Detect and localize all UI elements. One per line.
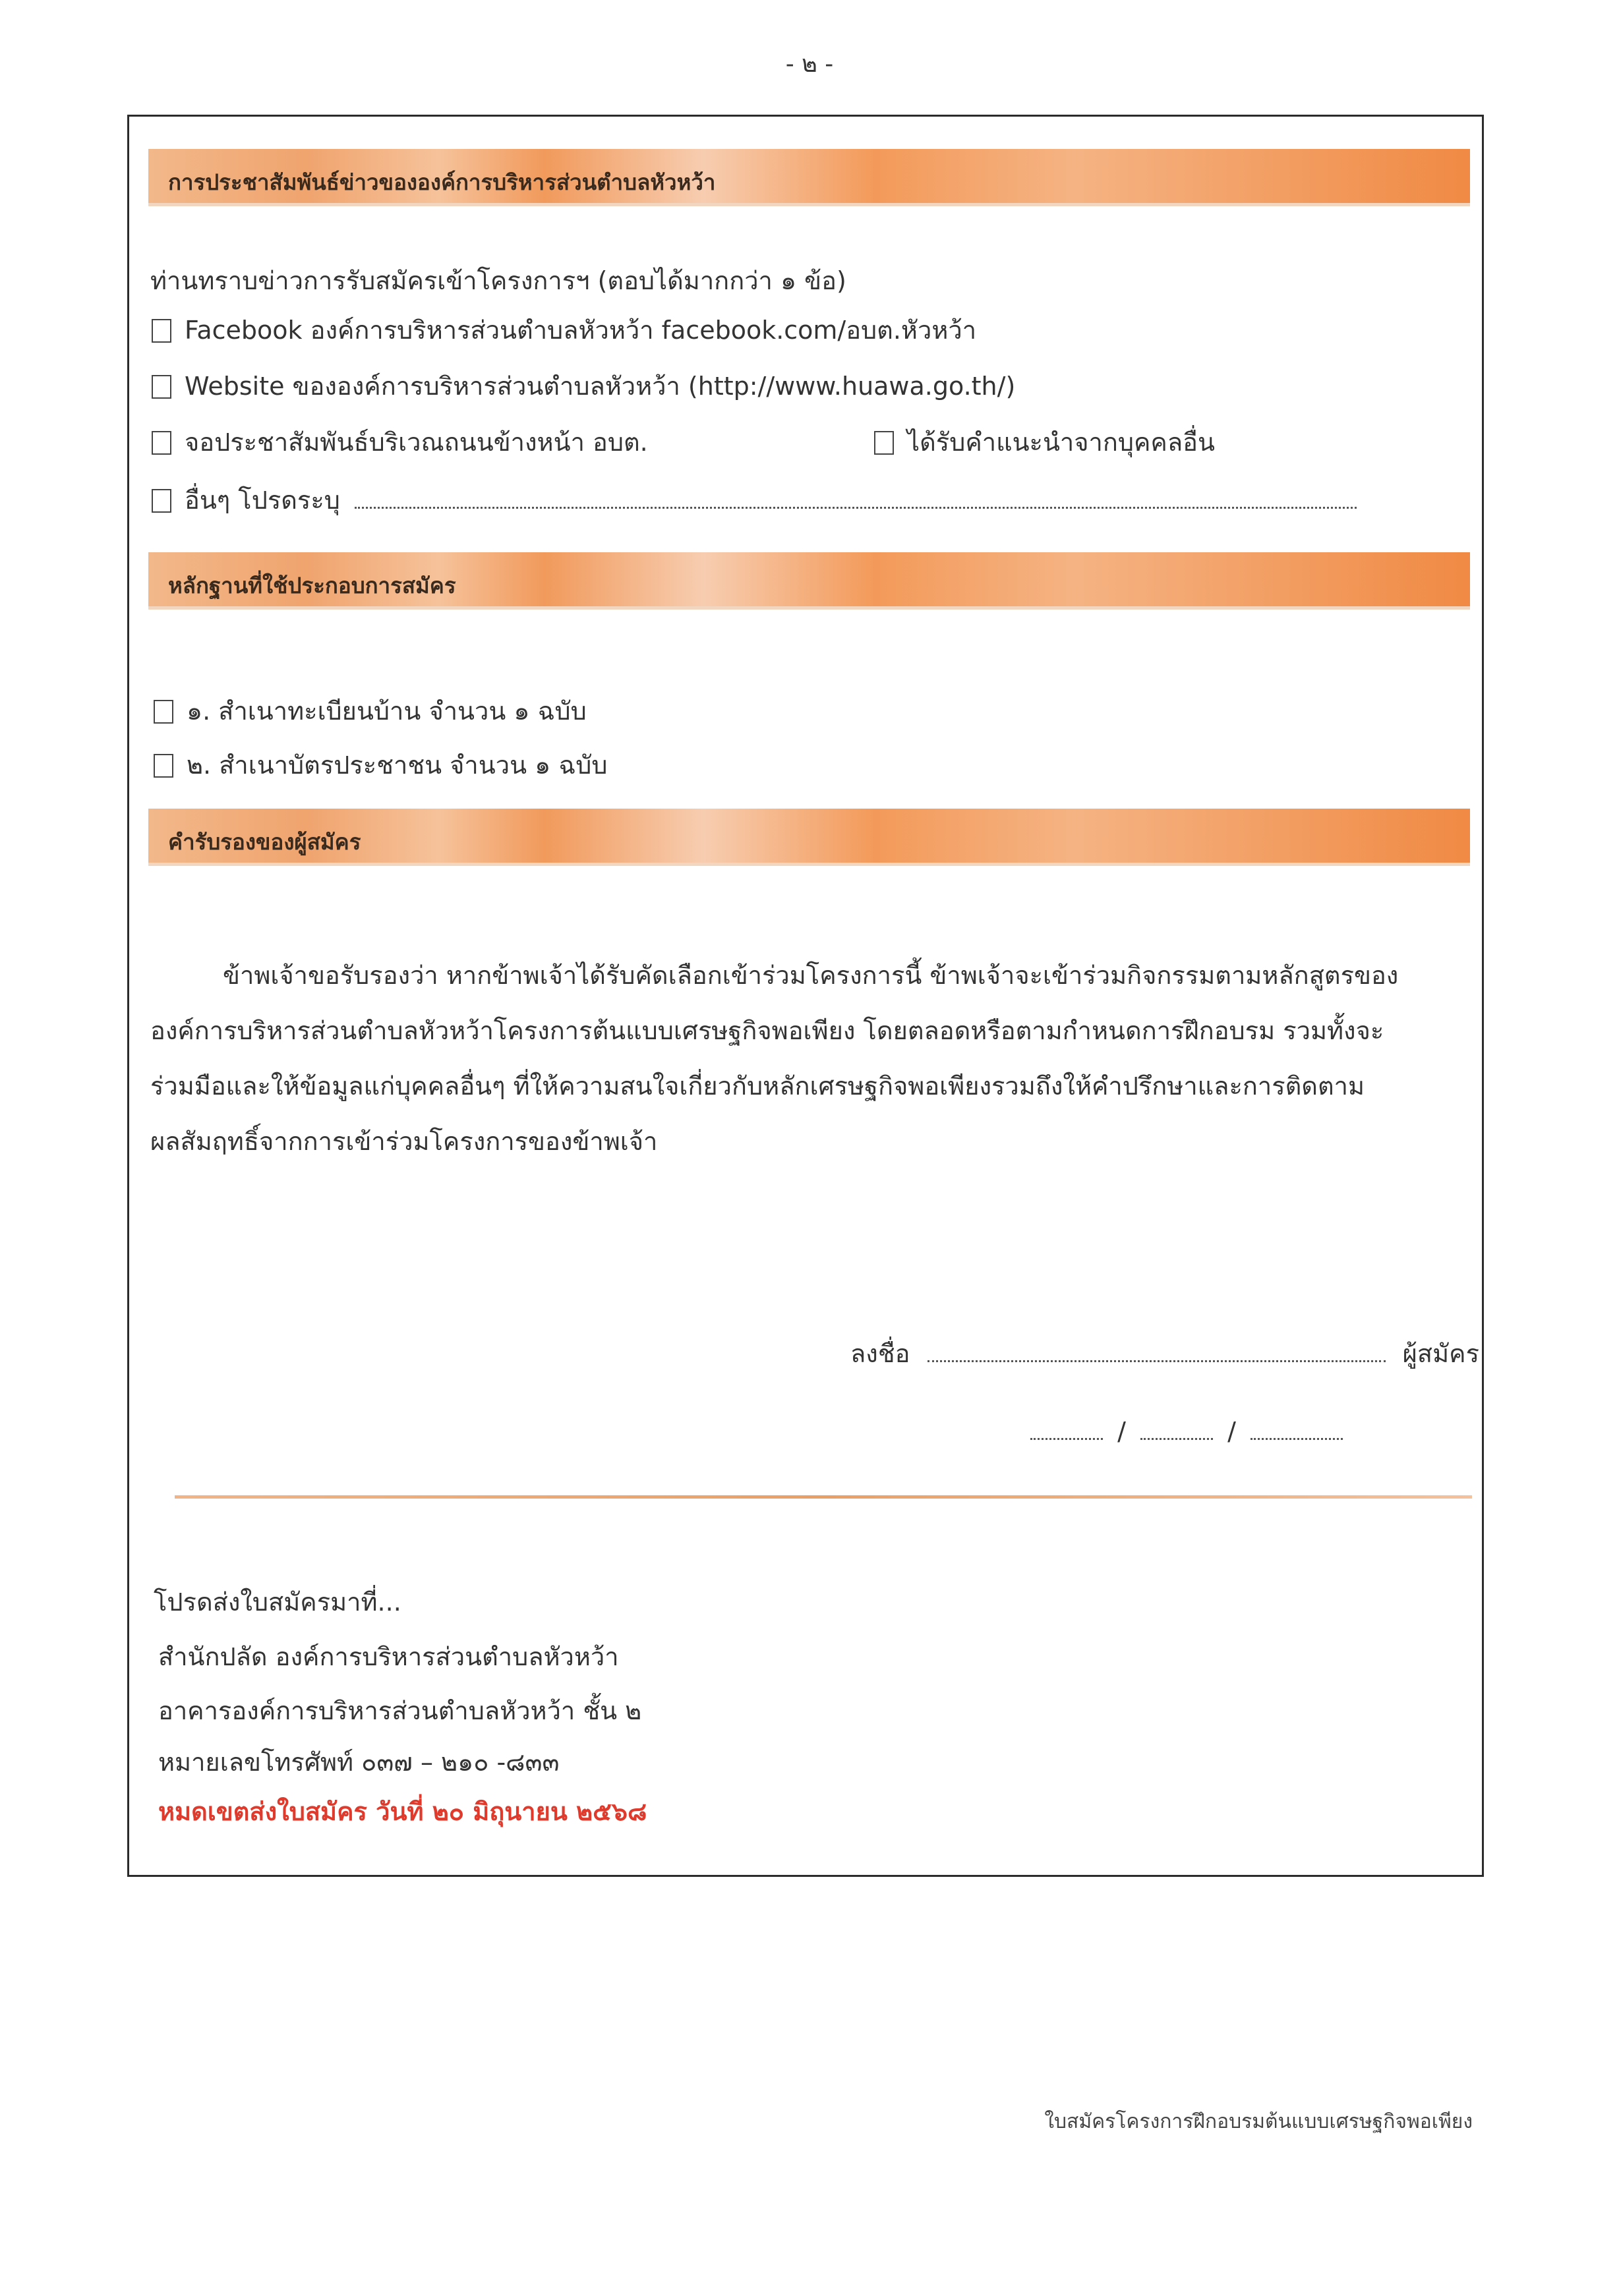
- paragraph-line: ร่วมมือและให้ข้อมูลแก่บุคคลอื่นๆ ที่ให้ความสนใจเกี่ยวกับหลักเศรษฐกิจพอเพียงรวมถึงให้คำปรึกษาและการติดตาม: [150, 1072, 1365, 1101]
- option-facebook[interactable]: [152, 310, 976, 350]
- footer-form-title: ใบสมัครโครงการฝึกอบรมต้นแบบเศรษฐกิจพอเพียง: [1044, 2110, 1473, 2133]
- paragraph-line: ข้าพเจ้าขอรับรองว่า หากข้าพเจ้าได้รับคัดเลือกเข้าร่วมโครงการนี้ ข้าพเจ้าจะเข้าร่วมกิจกรรมตามหลักสูตรของ: [223, 961, 1399, 990]
- date-separator: /: [1227, 1417, 1236, 1446]
- section-title: คำรับรองของผู้สมัคร: [168, 829, 361, 855]
- option-label: อื่นๆ โปรดระบุ: [185, 486, 340, 515]
- signature-line: [850, 1333, 1479, 1373]
- submission-line: โปรดส่งใบสมัครมาที่...: [154, 1588, 401, 1617]
- document-item-house-registration[interactable]: [154, 691, 587, 731]
- option-label: Website ขององค์การบริหารส่วนตำบลหัวหว้า (http://www.huawa.go.th/): [185, 372, 1016, 401]
- option-label: จอประชาสัมพันธ์บริเวณถนนข้างหน้า อบต.: [185, 428, 648, 457]
- publicity-question: ท่านทราบข่าวการรับสมัครเข้าโครงการฯ (ตอบได้มากกว่า ๑ ข้อ): [150, 266, 846, 295]
- checkbox[interactable]: [154, 754, 173, 778]
- option-label: ได้รับคำแนะนำจากบุคคลอื่น: [907, 428, 1215, 457]
- sign-label: ลงชื่อ: [850, 1339, 910, 1368]
- submission-line: หมายเลขโทรศัพท์ ๐๓๗ – ๒๑๐ -๘๓๓: [158, 1748, 560, 1777]
- paragraph-line: ผลสัมฤทธิ์จากการเข้าร่วมโครงการของข้าพเจ้า: [150, 1127, 658, 1156]
- certification-paragraph: [150, 948, 1475, 1169]
- section-header-publicity: [148, 149, 1470, 203]
- checkbox[interactable]: [154, 700, 173, 724]
- checkbox[interactable]: [152, 431, 171, 455]
- option-label: Facebook องค์การบริหารส่วนตำบลหัวหว้า facebook.com/อบต.หัวหว้า: [185, 316, 977, 345]
- date-line: [1030, 1417, 1343, 1446]
- checkbox[interactable]: [874, 431, 894, 455]
- paragraph-line: องค์การบริหารส่วนตำบลหัวหว้าโครงการต้นแบบเศรษฐกิจพอเพียง โดยตลอดหรือตามกำหนดการฝึกอบรม รวมทั้งจะ: [150, 1016, 1384, 1045]
- section-header-documents: [148, 552, 1470, 606]
- signature-field[interactable]: [927, 1348, 1386, 1362]
- date-month-field[interactable]: [1140, 1426, 1213, 1440]
- date-day-field[interactable]: [1030, 1426, 1103, 1440]
- checkbox[interactable]: [152, 375, 171, 399]
- document-item-id-card[interactable]: [154, 745, 607, 785]
- section-title: การประชาสัมพันธ์ข่าวขององค์การบริหารส่วนตำบลหัวหว้า: [168, 169, 716, 195]
- document-label: ๒. สำเนาบัตรประชาชน จำนวน ๑ ฉบับ: [187, 751, 608, 780]
- deadline-notice: หมดเขตส่งใบสมัคร วันที่ ๒๐ มิถุนายน ๒๕๖๘: [158, 1797, 647, 1826]
- applicant-label: ผู้สมัคร: [1402, 1339, 1479, 1368]
- divider: [175, 1495, 1472, 1499]
- option-website[interactable]: [152, 366, 1015, 406]
- option-other[interactable]: [152, 480, 1357, 520]
- document-label: ๑. สำเนาทะเบียนบ้าน จำนวน ๑ ฉบับ: [187, 697, 587, 726]
- other-specify-field[interactable]: [355, 495, 1357, 509]
- section-header-certification: [148, 809, 1470, 863]
- checkbox[interactable]: [152, 489, 171, 513]
- checkbox[interactable]: [152, 319, 171, 343]
- date-year-field[interactable]: [1251, 1426, 1343, 1440]
- submission-line: สำนักปลัด องค์การบริหารส่วนตำบลหัวหว้า: [158, 1642, 619, 1671]
- section-title: หลักฐานที่ใช้ประกอบการสมัคร: [168, 573, 456, 598]
- option-referral[interactable]: [874, 422, 1215, 462]
- option-billboard[interactable]: [152, 422, 648, 462]
- date-separator: /: [1117, 1417, 1126, 1446]
- submission-line: อาคารองค์การบริหารส่วนตำบลหัวหว้า ชั้น ๒: [158, 1696, 642, 1725]
- page-number: - ๒ -: [785, 51, 834, 78]
